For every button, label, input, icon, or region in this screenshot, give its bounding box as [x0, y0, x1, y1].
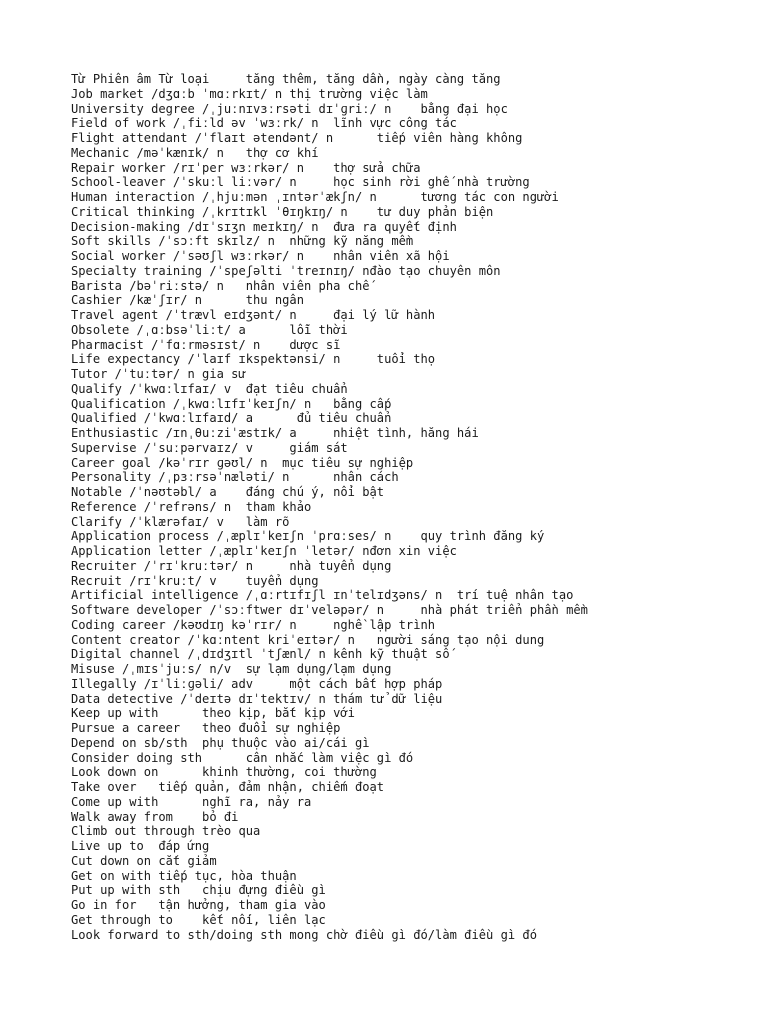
- vocabulary-entry: Software developer /ˈsɔːftwer dɪˈveləpər/ n nhà phát triển phần mềm: [71, 603, 588, 617]
- vocabulary-entry: Qualified /ˈkwɑːlɪfaɪd/ a đủ tiêu chuẩn: [71, 411, 392, 426]
- vocabulary-entry: Enthusiastic /ɪnˌθuːziˈæstɪk/ a nhiệt tình, hăng hái: [71, 426, 479, 440]
- vocabulary-entry: Get through to kết nối, liên lạc: [71, 912, 326, 927]
- vocabulary-entry: Clarify /ˈklærəfaɪ/ v làm rõ: [71, 514, 290, 529]
- vocabulary-entry: Cut down on cắt giảm: [71, 853, 217, 868]
- vocabulary-entry: Application process /ˌæplɪˈkeɪʃn ˈprɑːses/ n quy trình đăng ký: [71, 529, 545, 544]
- vocabulary-entry: Personality /ˌpɜːrsəˈnæləti/ n nhân cách: [71, 470, 399, 485]
- vocabulary-entry: Live up to đáp ứng: [71, 839, 210, 853]
- vocabulary-entry: Repair worker /rɪˈper wɜːrkər/ n thợ sửa chữa: [71, 160, 421, 175]
- vocabulary-entry: Go in for tận hưởng, tham gia vào: [71, 898, 326, 912]
- vocabulary-entry: Human interaction /ˌhjuːmən ˌɪntərˈækʃn/ n tương tác con người: [71, 190, 559, 204]
- vocabulary-entry: Flight attendant /ˈflaɪt ətendənt/ n tiếp viên hàng không: [71, 131, 523, 145]
- vocabulary-entry: Look down on khinh thường, coi thường: [71, 765, 377, 780]
- vocabulary-entry: Consider doing sth cân nhắc làm việc gì đó: [71, 750, 414, 765]
- vocabulary-entry: Social worker /ˈsəʊʃl wɜːrkər/ n nhân viên xã hội: [71, 249, 450, 263]
- vocabulary-entry: Qualify /ˈkwɑːlɪfaɪ/ v đạt tiêu chuẩn: [71, 381, 348, 396]
- vocabulary-entry: School-leaver /ˈskuːl liːvər/ n học sinh rời ghế nhà trường: [71, 175, 530, 190]
- vocabulary-entry: Mechanic /məˈkænɪk/ n thợ cơ khí: [71, 145, 319, 160]
- vocabulary-entry: Barista /bəˈriːstə/ n nhân viên pha chế: [71, 278, 370, 293]
- vocabulary-entry: Cashier /kæˈʃɪr/ n thu ngân: [71, 293, 304, 308]
- vocabulary-entry: Misuse /ˌmɪsˈjuːs/ n/v sự lạm dụng/lạm dụng: [71, 662, 392, 676]
- vocabulary-entry: Specialty training /ˈspeʃəlti ˈtreɪnɪŋ/ nđào tạo chuyên môn: [71, 263, 501, 278]
- vocabulary-entry: Soft skills /ˈsɔːft skɪlz/ n những kỹ năng mềm: [71, 234, 414, 249]
- vocabulary-entry: Field of work /ˌfiːld əv ˈwɜːrk/ n lĩnh vực công tác: [71, 116, 457, 131]
- vocabulary-entry: Notable /ˈnəʊtəbl/ a đáng chú ý, nổi bật: [71, 485, 385, 499]
- vocabulary-entry: Put up with sth chịu đựng điều gì: [71, 883, 326, 898]
- vocabulary-entry: University degree /ˌjuːnɪvɜːrsəti dɪˈɡriː/ n bằng đại học: [71, 101, 508, 116]
- vocabulary-entry: Obsolete /ˌɑːbsəˈliːt/ a lỗi thời: [71, 322, 348, 337]
- vocabulary-entry: Job market /dʒɑːb ˈmɑːrkɪt/ n thị trường việc làm: [71, 86, 428, 101]
- vocabulary-entry: Data detective /ˈdeɪtə dɪˈtektɪv/ n thám tử dữ liệu: [71, 691, 443, 706]
- vocabulary-entry: Application letter /ˌæplɪˈkeɪʃn ˈletər/ nđơn xin việc: [71, 544, 457, 558]
- vocabulary-entry: Look forward to sth/doing sth mong chờ điều gì đó/làm điều gì đó: [71, 927, 537, 942]
- vocabulary-entry: Travel agent /ˈtrævl eɪdʒənt/ n đại lý lữ hành: [71, 308, 436, 322]
- vocabulary-entry: Pursue a career theo đuổi sự nghiệp: [71, 721, 341, 735]
- vocabulary-entry: Take over tiếp quản, đảm nhận, chiếm đoạt: [71, 780, 385, 794]
- vocabulary-entry: Reference /ˈrefrəns/ n tham khảo: [71, 499, 312, 514]
- vocabulary-entry: Recruiter /ˈrɪˈkruːtər/ n nhà tuyển dụng: [71, 558, 392, 573]
- vocabulary-entry: Pharmacist /ˈfɑːrməsɪst/ n dược sĩ: [71, 337, 341, 352]
- vocabulary-entry: Career goal /kəˈrɪr ɡəʊl/ n mục tiêu sự nghiệp: [71, 455, 414, 470]
- vocabulary-entry: Digital channel /ˌdɪdʒɪtl ˈtʃænl/ n kênh kỹ thuật số: [71, 647, 450, 662]
- vocabulary-entry: Come up with nghĩ ra, nảy ra: [71, 794, 312, 809]
- vocabulary-entry: Depend on sb/sth phụ thuộc vào ai/cái gì: [71, 735, 370, 750]
- vocabulary-entry: Recruit /rɪˈkruːt/ v tuyển dụng: [71, 573, 319, 588]
- vocabulary-entry: Life expectancy /ˈlaɪf ɪkspektənsi/ n tuổi thọ: [71, 352, 436, 367]
- vocabulary-entry: Critical thinking /ˌkrɪtɪkl ˈθɪŋkɪŋ/ n tư duy phản biện: [71, 204, 494, 219]
- vocabulary-list: [71, 72, 758, 942]
- vocabulary-entry: Artificial intelligence /ˌɑːrtɪfɪʃl ɪnˈtelɪdʒəns/ n trí tuệ nhân tạo: [71, 588, 574, 603]
- vocabulary-entry: Qualification /ˌkwɑːlɪfɪˈkeɪʃn/ n bằng cấp: [71, 396, 392, 411]
- vocabulary-entry: Get on with tiếp tục, hòa thuận: [71, 868, 297, 883]
- vocabulary-entry: Tutor /ˈtuːtər/ n gia sư: [71, 367, 246, 381]
- vocabulary-entry: Coding career /kəʊdɪŋ kəˈrɪr/ n nghề lập trình: [71, 617, 436, 632]
- vocabulary-entry: Keep up with theo kịp, bắt kịp với: [71, 706, 355, 721]
- vocabulary-entry: Decision-making /dɪˈsɪʒn meɪkɪŋ/ n đưa ra quyết định: [71, 219, 457, 234]
- vocabulary-entry: Supervise /ˈsuːpərvaɪz/ v giám sát: [71, 440, 348, 455]
- vocabulary-entry: Walk away from bỏ đi: [71, 809, 239, 824]
- vocabulary-entry: Content creator /ˈkɑːntent kriˈeɪtər/ n người sáng tạo nội dung: [71, 632, 545, 647]
- vocabulary-entry: Climb out through trèo qua: [71, 824, 261, 839]
- vocabulary-entry: Illegally /ɪˈliːɡəli/ adv một cách bất hợp pháp: [71, 676, 443, 691]
- table-header-line: Từ Phiên âm Từ loại tăng thêm, tăng dần, ngày càng tăng: [71, 72, 501, 86]
